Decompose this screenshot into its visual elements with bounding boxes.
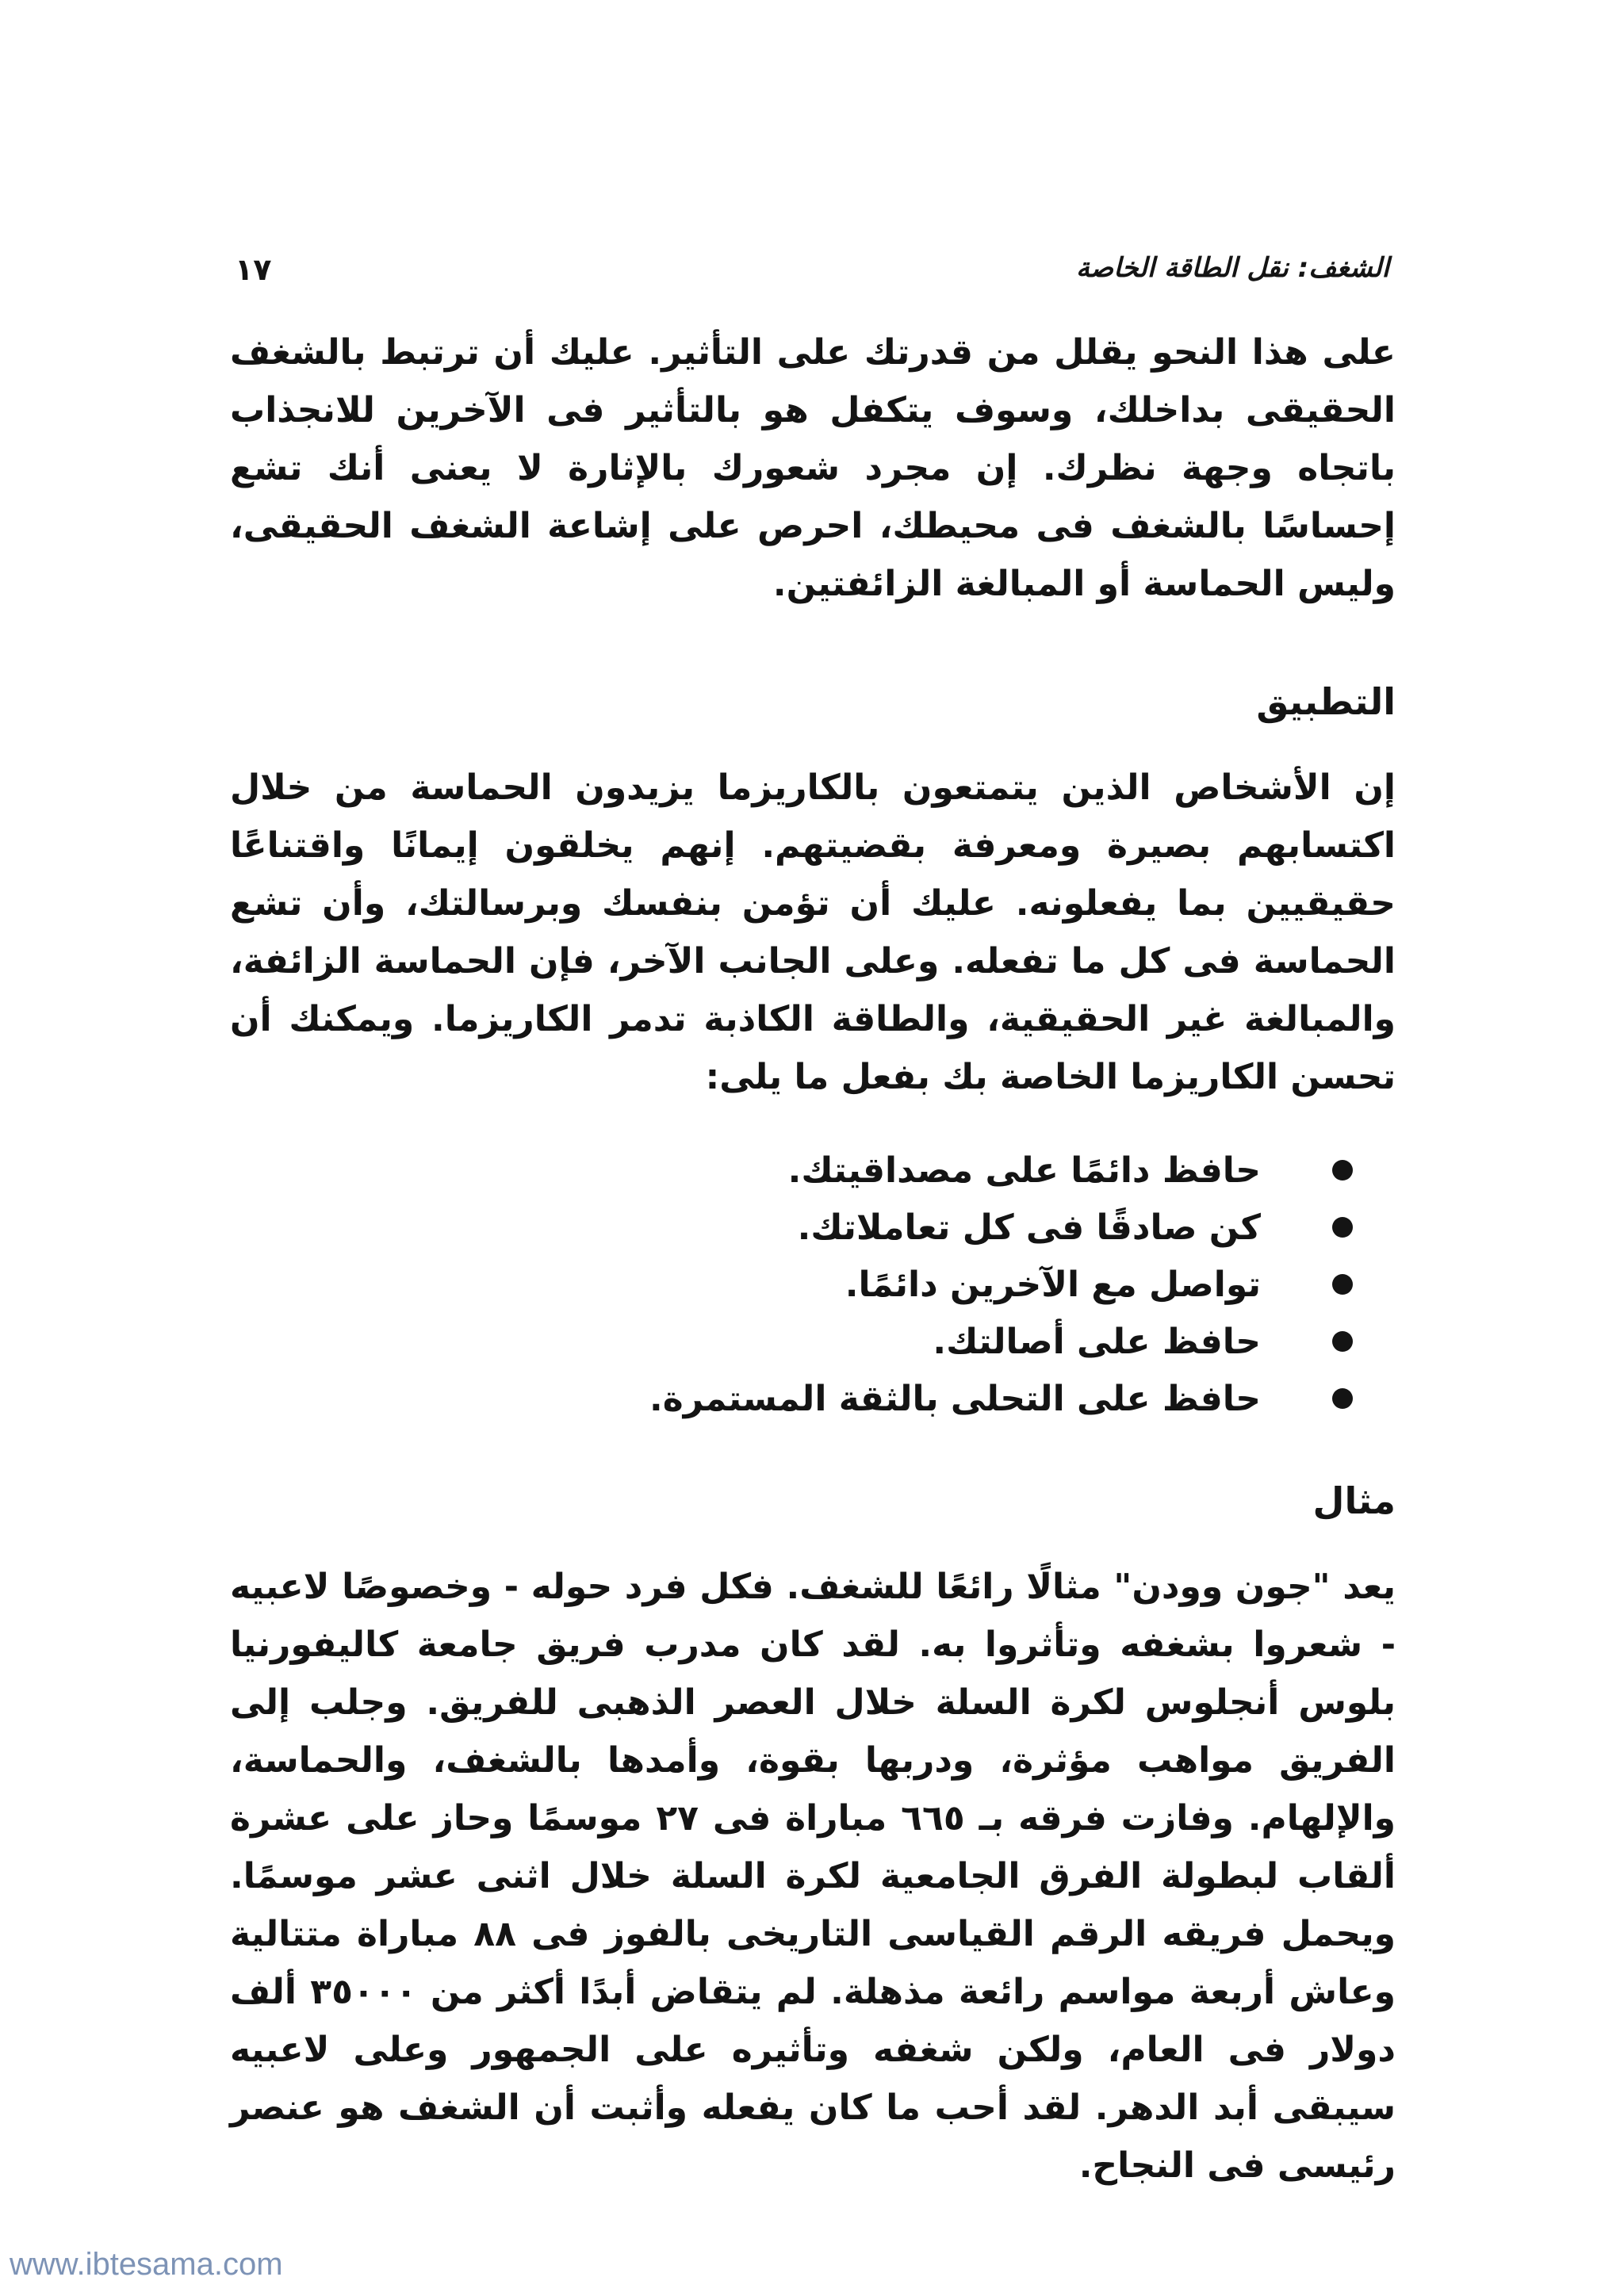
watermark-text: www.ibtesama.com — [10, 2247, 283, 2282]
bullet-icon — [1332, 1388, 1353, 1409]
list-item — [230, 1200, 1261, 1257]
running-header — [235, 252, 1389, 292]
bullet-icon — [1332, 1274, 1353, 1295]
list-item-text: حافظ على التحلى بالثقة المستمرة. — [649, 1379, 1261, 1419]
bullet-icon — [1332, 1217, 1353, 1238]
example-paragraph: يعد "جون وودن" مثالًا رائعًا للشغف. فكل فرد حوله - وخصوصًا لاعبيه - شعروا بشغفه وتأثروا به. لقد كان مدرب فريق جامعة كاليفورنيا بلوس أنجلوس لكرة السلة خلال العصر الذهبى للفريق. وجلب إلى الفريق مواهب مؤثرة، ودربها بقوة، وأمدها بالشغف، والحماسة، والإلهام. وفازت فرقه بـ ٦٦٥ مباراة فى ٢٧ موسمًا وحاز على عشرة ألقاب لبطولة الفرق الجامعية لكرة السلة خلال اثنى عشر موسمًا. ويحمل فريقه الرقم القياسى التاريخى بالفوز فى ٨٨ مباراة متتالية وعاش أربعة مواسم رائعة مذهلة. لم يتقاض أبدًا أكثر من ٣٥٠٠٠ ألف دولار فى العام، ولكن شغفه وتأثيره على الجمهور وعلى لاعبيه سيبقى أبد الدهر. لقد أحب ما كان يفعله وأثبت أن الشغف هو عنصر رئيسى فى النجاح. — [230, 1567, 1396, 2186]
application-paragraph: إن الأشخاص الذين يتمتعون بالكاريزما يزيدون الحماسة من خلال اكتسابهم بصيرة ومعرفة بقضيتهم. إنهم يخلقون إيمانًا واقتناعًا حقيقيين بما يفعلونه. عليك أن تؤمن بنفسك وبرسالتك، وأن تشع الحماسة فى كل ما تفعله. وعلى الجانب الآخر، فإن الحماسة الزائفة، والمبالغة غير الحقيقية، والطاقة الكاذبة تدمر الكاريزما. ويمكنك أن تحسن الكاريزما الخاصة بك بفعل ما يلى: — [230, 767, 1396, 1097]
list-item — [230, 1314, 1261, 1371]
list-item — [230, 1371, 1261, 1428]
intro-paragraph: على هذا النحو يقلل من قدرتك على التأثير. عليك أن ترتبط بالشغف الحقيقى بداخلك، وسوف يتكفل هو بالتأثير فى الآخرين للانجذاب باتجاه وجهة نظرك. إن مجرد شعورك بالإثارة لا يعنى أنك تشع إحساسًا بالشغف فى محيطك، احرص على إشاعة الشغف الحقيقى، وليس الحماسة أو المبالغة الزائفتين. — [230, 332, 1396, 604]
list-item — [230, 1257, 1261, 1314]
running-title: الشغف: نقل الطاقة الخاصة — [1075, 252, 1389, 284]
list-item-text: حافظ على أصالتك. — [933, 1322, 1261, 1362]
bullet-icon — [1332, 1160, 1353, 1181]
list-item-text: حافظ دائمًا على مصداقيتك. — [787, 1150, 1261, 1191]
list-item — [230, 1142, 1261, 1200]
page-content — [230, 323, 1396, 2195]
application-heading: التطبيق — [1256, 680, 1396, 723]
bullet-icon — [1332, 1331, 1353, 1352]
list-item-text: كن صادقًا فى كل تعاملاتك. — [797, 1207, 1261, 1248]
page-number: ١٧ — [235, 252, 272, 287]
tips-list — [230, 1142, 1396, 1428]
example-heading: مثال — [1312, 1479, 1396, 1522]
list-item-text: تواصل مع الآخرين دائمًا. — [845, 1265, 1261, 1305]
